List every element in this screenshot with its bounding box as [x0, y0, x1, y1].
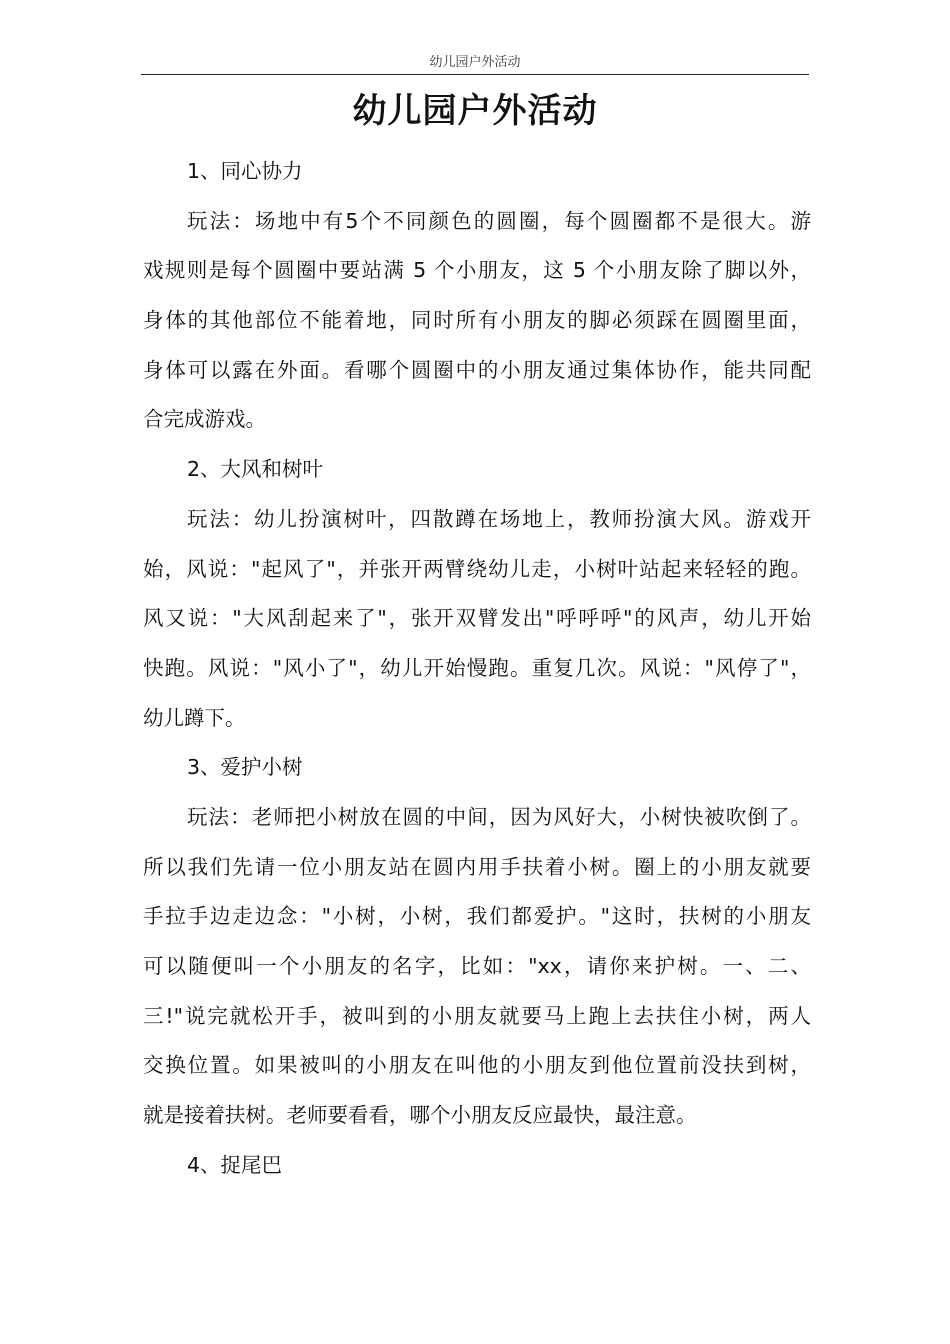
- paragraph-line: 手拉手边走边念："小树，小树，我们都爱护。"这时，扶树的小朋友: [143, 904, 811, 929]
- page-header: 幼儿园户外活动: [141, 54, 809, 75]
- paragraph-line: 快跑。风说："风小了"，幼儿开始慢跑。重复几次。风说："风停了"，: [143, 655, 811, 680]
- section-paragraph: [143, 197, 811, 445]
- paragraph-line: 风又说："大风刮起来了"，张开双臂发出"呼呼呼"的风声，幼儿开始: [143, 606, 811, 631]
- paragraph-line: 交换位置。如果被叫的小朋友在叫他的小朋友到他位置前没扶到树，: [143, 1053, 811, 1078]
- section-heading: 2、大风和树叶: [187, 457, 324, 482]
- paragraph-line: 身体的其他部位不能着地，同时所有小朋友的脚必须踩在圆圈里面，: [143, 308, 811, 333]
- paragraph-line: 所以我们先请一位小朋友站在圆内用手扶着小树。圈上的小朋友就要: [143, 854, 811, 879]
- paragraph-line: 幼儿蹲下。: [143, 705, 246, 730]
- paragraph-line: 始，风说："起风了"，并张开两臂绕幼儿走，小树叶站起来轻轻的跑。: [143, 556, 811, 581]
- section-heading: 4、捉尾巴: [187, 1152, 283, 1177]
- paragraph-line: 身体可以露在外面。看哪个圆圈中的小朋友通过集体协作，能共同配: [143, 357, 811, 382]
- section-heading: 3、爱护小树: [187, 755, 303, 780]
- paragraph-line: 就是接着扶树。老师要看看，哪个小朋友反应最快，最注意。: [143, 1103, 697, 1128]
- section-paragraph: [143, 495, 811, 743]
- paragraph-line: 合完成游戏。: [143, 407, 266, 432]
- paragraph-line: 玩法：幼儿扮演树叶，四散蹲在场地上，教师扮演大风。游戏开: [187, 506, 811, 531]
- document-title: 幼儿园户外活动: [352, 91, 598, 131]
- paragraph-line: 三!"说完就松开手，被叫到的小朋友就要马上跑上去扶住小树，两人: [143, 1003, 811, 1028]
- section-paragraph: [143, 793, 811, 1141]
- document-body: [143, 147, 811, 1190]
- paragraph-line: 玩法：场地中有5个不同颜色的圆圈，每个圆圈都不是很大。游: [187, 208, 811, 233]
- section-heading: 1、同心协力: [187, 159, 303, 183]
- paragraph-line: 戏规则是每个圆圈中要站满 5 个小朋友，这 5 个小朋友除了脚以外，: [143, 258, 811, 283]
- paragraph-line: 可以随便叫一个小朋友的名字，比如："xx，请你来护树。一、二、: [143, 954, 811, 978]
- paragraph-line: 玩法：老师把小树放在圆的中间，因为风好大，小树快被吹倒了。: [187, 804, 811, 829]
